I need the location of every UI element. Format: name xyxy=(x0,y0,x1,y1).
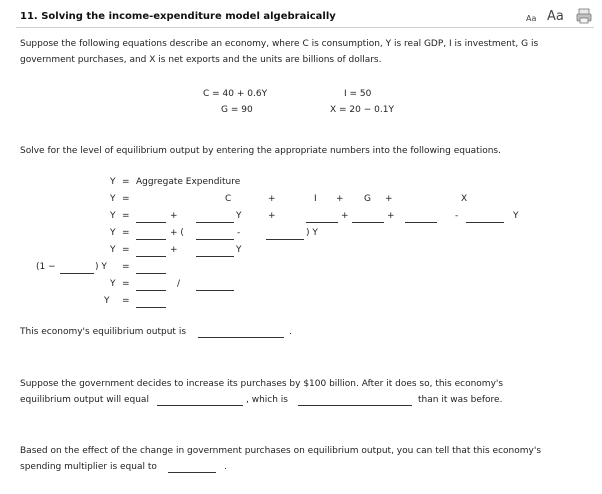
aggregate-expenditure-label: Aggregate Expenditure xyxy=(136,177,241,187)
equals-sign: = xyxy=(122,279,130,289)
equals-sign: = xyxy=(122,262,130,272)
equilibrium-label: This economy's equilibrium output is xyxy=(20,327,187,337)
autonomous-sum-input[interactable] xyxy=(136,256,166,257)
y-label: Y xyxy=(110,211,116,221)
net-exports-equation: X = 20 − 0.1Y xyxy=(330,105,394,115)
question-title: 11. Solving the income-expenditure model algebraically xyxy=(20,11,336,22)
equals-sign: = xyxy=(122,211,130,221)
total-autonomous-input[interactable] xyxy=(136,239,166,240)
gov-increase-line-1: Suppose the government decides to increase its purchases by $100 billion. After it does so, this economy's xyxy=(20,379,504,389)
plus-sign: + xyxy=(336,194,344,204)
autonomous-x-input[interactable] xyxy=(405,222,437,223)
coef-a-input[interactable] xyxy=(196,239,234,240)
plus-sign: + xyxy=(385,194,393,204)
final-y-input[interactable] xyxy=(136,307,166,308)
y-label: Y xyxy=(110,194,116,204)
minus-sign: - xyxy=(455,211,459,221)
y-label: Y xyxy=(110,177,116,187)
close-paren-y: ) Y xyxy=(306,228,318,238)
new-equilibrium-input[interactable] xyxy=(157,405,243,406)
investment-input[interactable] xyxy=(306,222,338,223)
y-variable: Y xyxy=(513,211,519,221)
equilibrium-period: . xyxy=(289,327,292,337)
g-label: G xyxy=(364,194,371,204)
plus-sign: + xyxy=(170,245,178,255)
autonomous-c-input[interactable] xyxy=(136,222,166,223)
open-paren: + ( xyxy=(170,228,184,238)
y-label: Y xyxy=(110,279,116,289)
y-variable: Y xyxy=(236,211,242,221)
plus-sign: + xyxy=(387,211,395,221)
equals-sign: = xyxy=(122,245,130,255)
c-label: C xyxy=(225,194,232,204)
investment-equation: I = 50 xyxy=(344,89,372,99)
i-label: I xyxy=(314,194,317,204)
y-label: Y xyxy=(104,296,110,306)
coef-b-input[interactable] xyxy=(266,239,304,240)
header-divider xyxy=(16,27,594,28)
plus-sign: + xyxy=(268,194,276,204)
change-amount-dropdown[interactable] xyxy=(298,405,412,406)
mpc-input[interactable] xyxy=(196,222,234,223)
multiplier-line-1: Based on the effect of the change in government purchases on equilibrium output, you can tell that this economy's xyxy=(20,446,542,456)
equals-sign: = xyxy=(122,177,130,187)
equals-sign: = xyxy=(122,296,130,306)
gov-increase-line-2a: equilibrium output will equal xyxy=(20,395,149,405)
one-minus: (1 − xyxy=(36,262,56,272)
intro-line-1: Suppose the following equations describe an economy, where C is consumption, Y is real GDP, I is investment, G is xyxy=(20,39,539,49)
minus-sign: - xyxy=(237,228,241,238)
gov-increase-line-2c: than it was before. xyxy=(418,395,503,405)
denominator-input[interactable] xyxy=(196,290,234,291)
plus-sign: + xyxy=(341,211,349,221)
x-label: X xyxy=(461,194,468,204)
government-equation: G = 90 xyxy=(221,105,253,115)
equilibrium-output-input[interactable] xyxy=(198,337,284,338)
y-variable: Y xyxy=(236,245,242,255)
mpi-input[interactable] xyxy=(466,222,504,223)
government-input[interactable] xyxy=(352,222,384,223)
print-icon[interactable] xyxy=(576,8,592,27)
multiplier-period: . xyxy=(224,462,227,472)
one-minus-input[interactable] xyxy=(60,273,94,274)
net-mpc-input[interactable] xyxy=(196,256,234,257)
autonomous-total-input[interactable] xyxy=(136,273,166,274)
equals-sign: = xyxy=(122,228,130,238)
decrease-font-button[interactable]: Aa xyxy=(526,14,537,23)
y-label: Y xyxy=(110,228,116,238)
intro-line-2: government purchases, and X is net exports and the units are billions of dollars. xyxy=(20,55,382,65)
division-slash: / xyxy=(177,279,181,289)
multiplier-line-2: spending multiplier is equal to xyxy=(20,462,157,472)
spending-multiplier-input[interactable] xyxy=(168,472,216,473)
close-paren-y: ) Y xyxy=(95,262,107,272)
instructions: Solve for the level of equilibrium output by entering the appropriate numbers into the following equations. xyxy=(20,146,501,156)
plus-sign: + xyxy=(268,211,276,221)
equals-sign: = xyxy=(122,194,130,204)
increase-font-button[interactable]: Aa xyxy=(547,9,564,24)
numerator-input[interactable] xyxy=(136,290,166,291)
plus-sign: + xyxy=(170,211,178,221)
gov-increase-line-2b: , which is xyxy=(246,395,288,405)
y-label: Y xyxy=(110,245,116,255)
consumption-equation: C = 40 + 0.6Y xyxy=(203,89,268,99)
